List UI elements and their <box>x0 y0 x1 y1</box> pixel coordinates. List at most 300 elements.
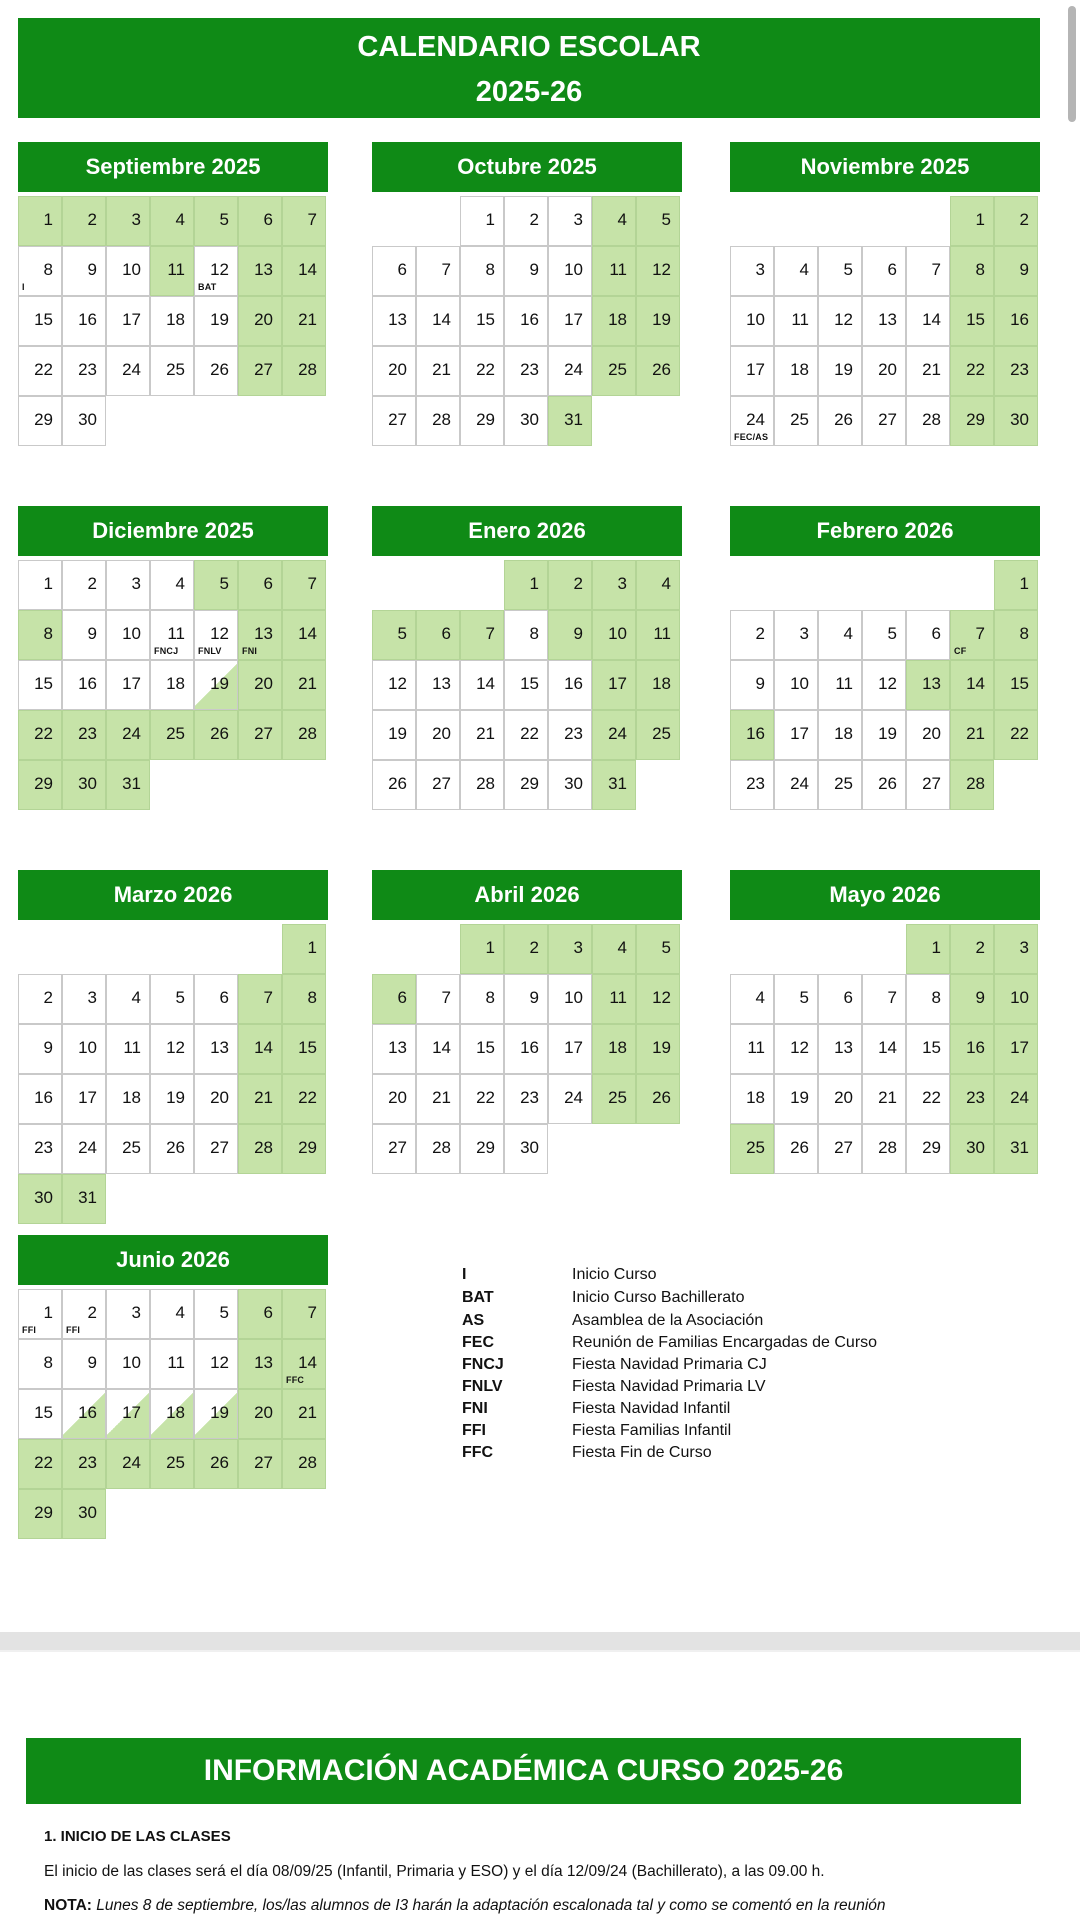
day-cell <box>194 1124 238 1174</box>
day-cell <box>18 1489 62 1539</box>
day-cell <box>460 974 504 1024</box>
day-number: 18 <box>834 724 853 743</box>
day-number: 29 <box>298 1138 317 1157</box>
day-cell <box>636 346 680 396</box>
day-cell <box>416 710 460 760</box>
day-number: 22 <box>1010 724 1029 743</box>
day-cell <box>862 396 906 446</box>
legend-code: FNCJ <box>462 1356 504 1373</box>
day-number: 28 <box>922 410 941 429</box>
day-number: 20 <box>432 724 451 743</box>
day-number: 6 <box>843 988 853 1007</box>
day-cell <box>62 396 106 446</box>
day-number: 7 <box>307 1303 317 1322</box>
legend-item <box>462 1334 982 1358</box>
day-number: 23 <box>520 360 539 379</box>
day-number: 22 <box>298 1088 317 1107</box>
day-number: 17 <box>1010 1038 1029 1057</box>
day-number: 31 <box>608 774 627 793</box>
month-title: Febrero 2026 <box>730 506 1040 556</box>
day-cell <box>106 974 150 1024</box>
day-cell <box>504 560 548 610</box>
day-number: 4 <box>617 938 627 957</box>
event-tag: FFI <box>66 1325 81 1335</box>
day-number: 24 <box>78 1138 97 1157</box>
day-cell <box>106 346 150 396</box>
page-separator-line <box>0 1650 1080 1652</box>
day-number: 21 <box>922 360 941 379</box>
day-cell <box>106 1339 150 1389</box>
day-cell <box>150 1339 194 1389</box>
day-number: 16 <box>78 310 97 329</box>
day-number: 9 <box>87 1353 97 1372</box>
day-number: 28 <box>298 1453 317 1472</box>
day-number: 12 <box>166 1038 185 1057</box>
day-cell <box>548 610 592 660</box>
day-cell <box>460 196 504 246</box>
month-title: Mayo 2026 <box>730 870 1040 920</box>
day-number: 26 <box>210 724 229 743</box>
day-number: 10 <box>78 1038 97 1057</box>
day-number: 14 <box>432 310 451 329</box>
day-number: 17 <box>564 310 583 329</box>
day-cell <box>504 296 548 346</box>
day-number: 31 <box>1010 1138 1029 1157</box>
day-cell <box>592 296 636 346</box>
day-number: 28 <box>298 724 317 743</box>
day-cell <box>238 1289 282 1339</box>
day-number: 13 <box>254 260 273 279</box>
day-cell <box>282 924 326 974</box>
day-cell <box>194 1439 238 1489</box>
day-cell <box>730 660 774 710</box>
day-cell <box>194 246 238 296</box>
legend-item <box>462 1422 982 1446</box>
day-number: 22 <box>476 1088 495 1107</box>
month-calendar <box>372 506 682 793</box>
day-cell <box>636 1074 680 1124</box>
day-number: 25 <box>166 1453 185 1472</box>
day-number: 24 <box>1010 1088 1029 1107</box>
day-cell <box>950 760 994 810</box>
day-cell <box>994 1074 1038 1124</box>
legend-item <box>462 1378 982 1402</box>
scrollbar-track[interactable] <box>1066 0 1080 1635</box>
day-cell <box>416 760 460 810</box>
day-cell <box>906 246 950 296</box>
day-cell <box>238 1024 282 1074</box>
day-cell <box>994 396 1038 446</box>
day-cell <box>238 1339 282 1389</box>
day-cell <box>238 1074 282 1124</box>
day-number: 22 <box>966 360 985 379</box>
day-number: 10 <box>1010 988 1029 1007</box>
legend-description: Inicio Curso <box>572 1266 657 1283</box>
day-number: 30 <box>564 774 583 793</box>
day-number: 11 <box>835 674 853 693</box>
day-cell <box>950 346 994 396</box>
day-cell <box>372 1024 416 1074</box>
day-cell <box>994 346 1038 396</box>
day-cell <box>282 974 326 1024</box>
day-cell <box>18 660 62 710</box>
day-number: 12 <box>210 624 229 643</box>
day-number: 16 <box>520 1038 539 1057</box>
day-number: 21 <box>966 724 985 743</box>
day-cell <box>950 246 994 296</box>
legend-item <box>462 1289 982 1313</box>
day-number: 24 <box>608 724 627 743</box>
day-cell <box>194 1074 238 1124</box>
day-number: 26 <box>790 1138 809 1157</box>
day-number: 15 <box>520 674 539 693</box>
day-cell <box>194 560 238 610</box>
day-cell <box>906 710 950 760</box>
day-cell <box>416 396 460 446</box>
day-cell <box>774 346 818 396</box>
day-number: 23 <box>78 724 97 743</box>
day-number: 6 <box>397 988 407 1007</box>
day-cell <box>460 246 504 296</box>
day-number: 30 <box>520 1138 539 1157</box>
day-number: 4 <box>175 1303 185 1322</box>
day-number: 2 <box>529 210 539 229</box>
day-number: 8 <box>43 260 53 279</box>
day-number: 18 <box>166 674 185 693</box>
day-cell <box>592 660 636 710</box>
legend-description: Fiesta Navidad Primaria CJ <box>572 1356 767 1373</box>
day-cell <box>548 974 592 1024</box>
day-cell <box>106 560 150 610</box>
day-number: 29 <box>520 774 539 793</box>
day-cell <box>636 196 680 246</box>
day-number: 8 <box>307 988 317 1007</box>
day-cell <box>504 196 548 246</box>
day-cell <box>238 196 282 246</box>
day-cell <box>62 346 106 396</box>
day-number: 6 <box>263 574 273 593</box>
day-cell <box>862 296 906 346</box>
day-cell <box>950 1074 994 1124</box>
day-number: 15 <box>34 310 53 329</box>
day-cell <box>592 974 636 1024</box>
day-cell <box>906 924 950 974</box>
day-number: 5 <box>799 988 809 1007</box>
day-number: 9 <box>87 260 97 279</box>
day-number: 11 <box>167 1353 185 1372</box>
day-number: 29 <box>922 1138 941 1157</box>
day-number: 20 <box>878 360 897 379</box>
day-cell <box>18 296 62 346</box>
school-year: 2025-26 <box>475 76 583 108</box>
day-cell <box>818 396 862 446</box>
day-number: 12 <box>652 988 671 1007</box>
day-cell <box>774 1024 818 1074</box>
day-number: 20 <box>834 1088 853 1107</box>
day-cell <box>62 296 106 346</box>
day-cell <box>636 710 680 760</box>
day-number: 19 <box>210 310 229 329</box>
day-cell <box>238 660 282 710</box>
day-number: 9 <box>529 260 539 279</box>
day-number: 29 <box>966 410 985 429</box>
day-number: 26 <box>878 774 897 793</box>
event-tag: FEC/AS <box>734 432 769 442</box>
day-number: 28 <box>966 774 985 793</box>
day-number: 3 <box>799 624 809 643</box>
day-number: 22 <box>34 724 53 743</box>
day-cell <box>504 610 548 660</box>
day-cell <box>774 246 818 296</box>
day-number: 27 <box>922 774 941 793</box>
day-cell <box>994 1124 1038 1174</box>
day-cell <box>238 246 282 296</box>
day-cell <box>372 710 416 760</box>
day-number: 23 <box>78 360 97 379</box>
day-cell <box>592 610 636 660</box>
day-cell <box>592 1074 636 1124</box>
day-cell <box>106 1439 150 1489</box>
day-cell <box>504 1024 548 1074</box>
day-number: 2 <box>87 574 97 593</box>
day-number: 23 <box>78 1453 97 1472</box>
day-cell <box>62 246 106 296</box>
month-title: Diciembre 2025 <box>18 506 328 556</box>
day-number: 9 <box>755 674 765 693</box>
day-number: 12 <box>652 260 671 279</box>
day-number: 25 <box>652 724 671 743</box>
event-tag: FNLV <box>198 646 222 656</box>
day-number: 28 <box>298 360 317 379</box>
day-cell <box>592 924 636 974</box>
day-cell <box>994 710 1038 760</box>
day-number: 24 <box>122 360 141 379</box>
day-number: 21 <box>476 724 495 743</box>
day-cell <box>636 610 680 660</box>
day-cell <box>950 660 994 710</box>
day-number: 9 <box>529 988 539 1007</box>
day-cell <box>592 560 636 610</box>
month-title: Septiembre 2025 <box>18 142 328 192</box>
day-cell <box>106 246 150 296</box>
day-cell <box>994 296 1038 346</box>
day-number: 12 <box>878 674 897 693</box>
day-number: 5 <box>219 210 229 229</box>
month-calendar <box>372 142 682 429</box>
day-number: 22 <box>476 360 495 379</box>
day-cell <box>818 610 862 660</box>
legend-description: Fiesta Navidad Infantil <box>572 1400 731 1417</box>
day-cell <box>194 1339 238 1389</box>
day-cell <box>730 396 774 446</box>
day-number: 29 <box>476 1138 495 1157</box>
day-cell <box>282 296 326 346</box>
day-cell <box>62 660 106 710</box>
day-number: 29 <box>476 410 495 429</box>
day-cell <box>416 1024 460 1074</box>
day-cell <box>282 1074 326 1124</box>
day-number: 13 <box>254 624 273 643</box>
day-cell <box>194 196 238 246</box>
day-number: 11 <box>653 624 671 643</box>
scrollbar-thumb[interactable] <box>1068 6 1076 122</box>
day-number: 8 <box>1019 624 1029 643</box>
day-number: 15 <box>476 1038 495 1057</box>
day-cell <box>18 196 62 246</box>
day-number: 27 <box>878 410 897 429</box>
day-cell <box>818 246 862 296</box>
legend-description: Fiesta Familias Infantil <box>572 1422 732 1439</box>
day-number: 13 <box>432 674 451 693</box>
day-number: 18 <box>608 310 627 329</box>
day-cell <box>774 710 818 760</box>
day-cell <box>62 1339 106 1389</box>
day-cell <box>994 660 1038 710</box>
day-number: 14 <box>476 674 495 693</box>
legend-code: FEC <box>462 1334 494 1351</box>
page-separator <box>0 1632 1080 1650</box>
day-number: 4 <box>755 988 765 1007</box>
day-cell <box>504 760 548 810</box>
day-cell <box>238 346 282 396</box>
day-number: 11 <box>609 260 627 279</box>
day-cell <box>548 396 592 446</box>
day-cell <box>106 610 150 660</box>
day-number: 25 <box>834 774 853 793</box>
legend-description: Fiesta Navidad Primaria LV <box>572 1378 766 1395</box>
day-cell <box>150 1124 194 1174</box>
day-number: 18 <box>166 310 185 329</box>
month-title: Junio 2026 <box>18 1235 328 1285</box>
day-number: 8 <box>931 988 941 1007</box>
day-cell <box>238 610 282 660</box>
day-cell <box>906 296 950 346</box>
day-cell <box>62 1124 106 1174</box>
day-cell <box>548 1074 592 1124</box>
day-cell <box>18 1389 62 1439</box>
day-cell <box>906 660 950 710</box>
day-number: 23 <box>1010 360 1029 379</box>
day-number: 15 <box>298 1038 317 1057</box>
day-cell <box>238 1389 282 1439</box>
day-cell <box>238 296 282 346</box>
day-number: 9 <box>1019 260 1029 279</box>
day-cell <box>592 246 636 296</box>
day-number: 4 <box>843 624 853 643</box>
day-cell <box>730 296 774 346</box>
day-number: 13 <box>388 310 407 329</box>
day-number: 5 <box>175 988 185 1007</box>
day-cell <box>504 346 548 396</box>
day-number: 24 <box>564 360 583 379</box>
day-number: 31 <box>122 774 141 793</box>
day-cell <box>150 346 194 396</box>
day-cell <box>774 660 818 710</box>
day-number: 12 <box>210 260 229 279</box>
day-cell <box>282 1439 326 1489</box>
day-cell <box>150 1074 194 1124</box>
day-number: 1 <box>975 210 985 229</box>
day-number: 1 <box>529 574 539 593</box>
day-cell <box>548 246 592 296</box>
day-cell <box>18 246 62 296</box>
day-number: 22 <box>34 360 53 379</box>
day-cell <box>906 610 950 660</box>
day-number: 6 <box>219 988 229 1007</box>
day-number: 27 <box>388 1138 407 1157</box>
day-number: 6 <box>397 260 407 279</box>
day-cell <box>636 924 680 974</box>
day-cell <box>460 1124 504 1174</box>
day-cell <box>62 710 106 760</box>
day-cell <box>504 1124 548 1174</box>
day-cell <box>18 610 62 660</box>
academic-info-header: INFORMACIÓN ACADÉMICA CURSO 2025-26 <box>26 1738 1021 1804</box>
day-number: 29 <box>34 1503 53 1522</box>
day-cell <box>862 1124 906 1174</box>
day-cell <box>416 1074 460 1124</box>
legend-code: FNLV <box>462 1378 503 1395</box>
day-cell <box>818 296 862 346</box>
day-cell <box>862 610 906 660</box>
day-number: 25 <box>166 360 185 379</box>
day-number: 14 <box>878 1038 897 1057</box>
event-tag: CF <box>954 646 967 656</box>
day-cell <box>416 296 460 346</box>
day-cell <box>460 610 504 660</box>
legend-item <box>462 1312 982 1336</box>
day-number: 27 <box>210 1138 229 1157</box>
day-number: 3 <box>617 574 627 593</box>
day-cell <box>372 246 416 296</box>
day-number: 12 <box>834 310 853 329</box>
day-cell <box>592 1024 636 1074</box>
day-cell <box>238 560 282 610</box>
day-number: 7 <box>931 260 941 279</box>
day-cell <box>194 296 238 346</box>
day-number: 3 <box>573 210 583 229</box>
day-number: 25 <box>746 1138 765 1157</box>
day-cell <box>504 974 548 1024</box>
day-number: 30 <box>966 1138 985 1157</box>
day-number: 21 <box>298 674 317 693</box>
day-number: 4 <box>131 988 141 1007</box>
day-number: 21 <box>298 310 317 329</box>
day-cell <box>818 346 862 396</box>
day-cell <box>372 974 416 1024</box>
day-number: 27 <box>254 724 273 743</box>
day-number: 28 <box>878 1138 897 1157</box>
day-number: 1 <box>485 210 495 229</box>
day-cell <box>238 974 282 1024</box>
day-cell <box>950 710 994 760</box>
day-cell <box>730 1074 774 1124</box>
day-cell <box>862 710 906 760</box>
day-number: 24 <box>122 724 141 743</box>
day-cell <box>282 1339 326 1389</box>
day-cell <box>18 1439 62 1489</box>
day-cell <box>18 396 62 446</box>
legend-code: BAT <box>462 1289 494 1306</box>
day-number: 24 <box>122 1453 141 1472</box>
day-number: 26 <box>652 1088 671 1107</box>
day-number: 6 <box>931 624 941 643</box>
day-cell <box>504 246 548 296</box>
day-number: 9 <box>87 624 97 643</box>
day-number: 1 <box>43 210 53 229</box>
day-cell <box>18 1124 62 1174</box>
day-cell <box>636 246 680 296</box>
